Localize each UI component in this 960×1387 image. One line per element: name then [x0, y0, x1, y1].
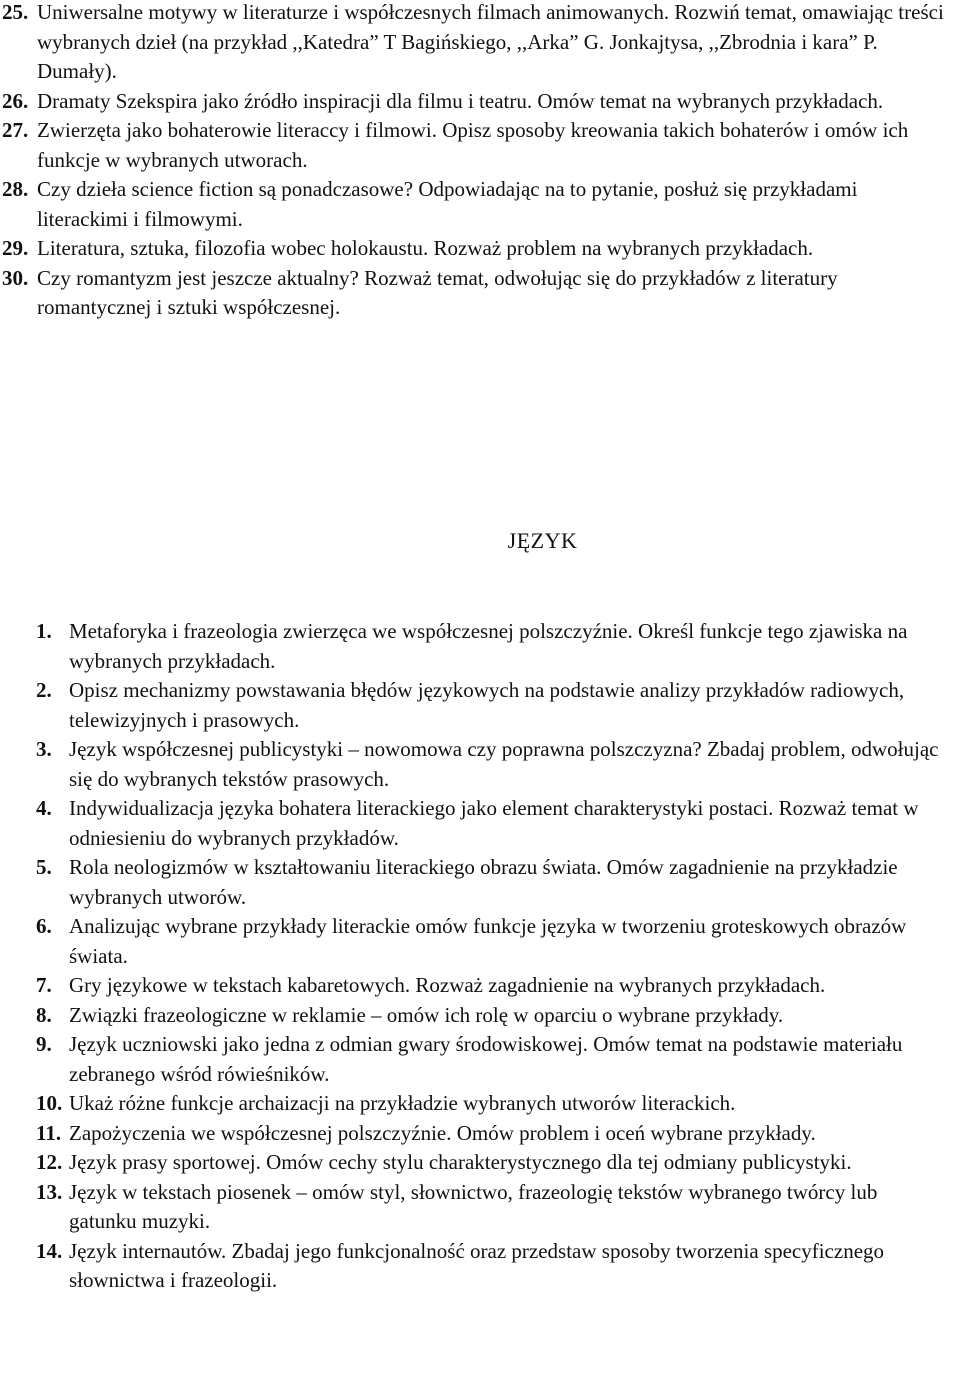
item-text: Opisz mechanizmy powstawania błędów językowych na podstawie analizy przykładów radiowych, telewizyjnych i prasowych. — [69, 678, 905, 732]
list-item — [0, 264, 950, 323]
item-number: 14. — [36, 1238, 63, 1263]
item-number: 8. — [36, 1002, 52, 1027]
list-item — [0, 175, 950, 234]
list-item — [0, 1178, 950, 1237]
item-number: 26. — [2, 88, 29, 113]
item-text: Czy dzieła science fiction są ponadczasowe? Odpowiadając na to pytanie, posłuż się przykładami literackimi i filmowymi. — [37, 177, 858, 231]
list-item — [0, 912, 950, 971]
list-item — [0, 971, 950, 1001]
section-title-language: JĘZYK — [507, 528, 578, 553]
item-text: Język uczniowski jako jedna z odmian gwary środowiskowej. Omów temat na podstawie materiału zebranego wśród rówieśników. — [69, 1032, 903, 1086]
item-number: 7. — [36, 973, 52, 997]
list-item — [0, 794, 950, 853]
item-text: Indywidualizacja języka bohatera literackiego jako element charakterystyki postaci. Rozważ temat w odniesieniu do wybranych przykładów. — [69, 796, 919, 850]
item-text: Związki frazeologiczne w reklamie – omów ich rolę w oparciu o wybrane przykłady. — [69, 1002, 784, 1027]
list-item — [0, 1030, 950, 1089]
literature-topics-list — [0, 0, 950, 323]
list-item — [0, 853, 950, 912]
item-number: 1. — [36, 619, 52, 643]
item-text: Czy romantyzm jest jeszcze aktualny? Rozważ temat, odwołując się do przykładów z literatury romantycznej i sztuki współczesnej. — [37, 265, 838, 319]
item-text: Ukaż różne funkcje archaizacji na przykładzie wybranych utworów literackich. — [69, 1091, 736, 1115]
item-text: Język współczesnej publicystyki – nowomowa czy poprawna polszczyzna? Zbadaj problem, odwołując się do wybranych tekstów prasowych. — [69, 737, 939, 791]
item-number: 5. — [36, 855, 52, 879]
list-item — [0, 234, 950, 264]
item-text: Literatura, sztuka, filozofia wobec holokaustu. Rozważ problem na wybranych przykładach. — [37, 236, 814, 260]
item-number: 29. — [2, 236, 29, 260]
item-number: 13. — [36, 1179, 63, 1204]
list-item — [0, 1089, 950, 1119]
item-number: 11. — [36, 1120, 62, 1145]
item-text: Rola neologizmów w kształtowaniu literackiego obrazu świata. Omów zagadnienie na przykładzie wybranych utworów. — [69, 855, 898, 909]
item-text: Język prasy sportowej. Omów cechy stylu charakterystycznego dla tej odmiany publicystyki. — [69, 1150, 852, 1174]
list-item — [0, 617, 950, 676]
item-text: Zwierzęta jako bohaterowie literaccy i filmowi. Opisz sposoby kreowania takich bohaterów i omów ich funkcje w wybranych utworach. — [37, 118, 909, 172]
item-text: Gry językowe w tekstach kabaretowych. Rozważ zagadnienie na wybranych przykładach. — [69, 973, 826, 997]
list-item — [0, 1001, 950, 1031]
list-item — [0, 1237, 950, 1296]
item-number: 12. — [36, 1150, 63, 1174]
item-number: 2. — [36, 678, 52, 702]
item-text: Język internautów. Zbadaj jego funkcjonalność oraz przedstaw sposoby tworzenia specyficznego słownictwa i frazeologii. — [69, 1238, 885, 1292]
list-item — [0, 735, 950, 794]
language-topics-list — [0, 617, 950, 1296]
item-number: 6. — [36, 914, 52, 938]
item-number: 25. — [2, 0, 29, 24]
list-item — [0, 1119, 950, 1149]
item-number: 4. — [36, 796, 52, 820]
item-text: Metaforyka i frazeologia zwierzęca we współczesnej polszczyźnie. Określ funkcje tego zjawiska na wybranych przykładach. — [69, 619, 908, 673]
list-item — [0, 676, 950, 735]
list-item — [0, 0, 950, 87]
item-text: Uniwersalne motywy w literaturze i współczesnych filmach animowanych. Rozwiń temat, omawiając treści wybranych dzieł (na przykład ,,Katedra” T Bagińskiego, ,,Arka” G. Jonkajtysa, ,,Zbrodnia i kara” P. Dumały). — [37, 0, 944, 83]
item-number: 10. — [36, 1091, 63, 1115]
list-item — [0, 1148, 950, 1178]
list-item — [0, 116, 950, 175]
item-number: 3. — [36, 737, 52, 761]
list-item — [0, 87, 950, 117]
item-text: Zapożyczenia we współczesnej polszczyźnie. Omów problem i oceń wybrane przykłady. — [69, 1120, 816, 1145]
item-number: 27. — [2, 118, 29, 142]
item-text: Dramaty Szekspira jako źródło inspiracji dla filmu i teatru. Omów temat na wybranych przykładach. — [37, 88, 884, 113]
item-text: Język w tekstach piosenek – omów styl, słownictwo, frazeologię tekstów wybranego twórcy lub gatunku muzyki. — [69, 1179, 878, 1233]
item-number: 28. — [2, 177, 29, 201]
item-number: 30. — [2, 265, 29, 290]
item-text: Analizując wybrane przykłady literackie omów funkcje języka w tworzeniu groteskowych obrazów świata. — [69, 914, 907, 968]
item-number: 9. — [36, 1032, 52, 1056]
